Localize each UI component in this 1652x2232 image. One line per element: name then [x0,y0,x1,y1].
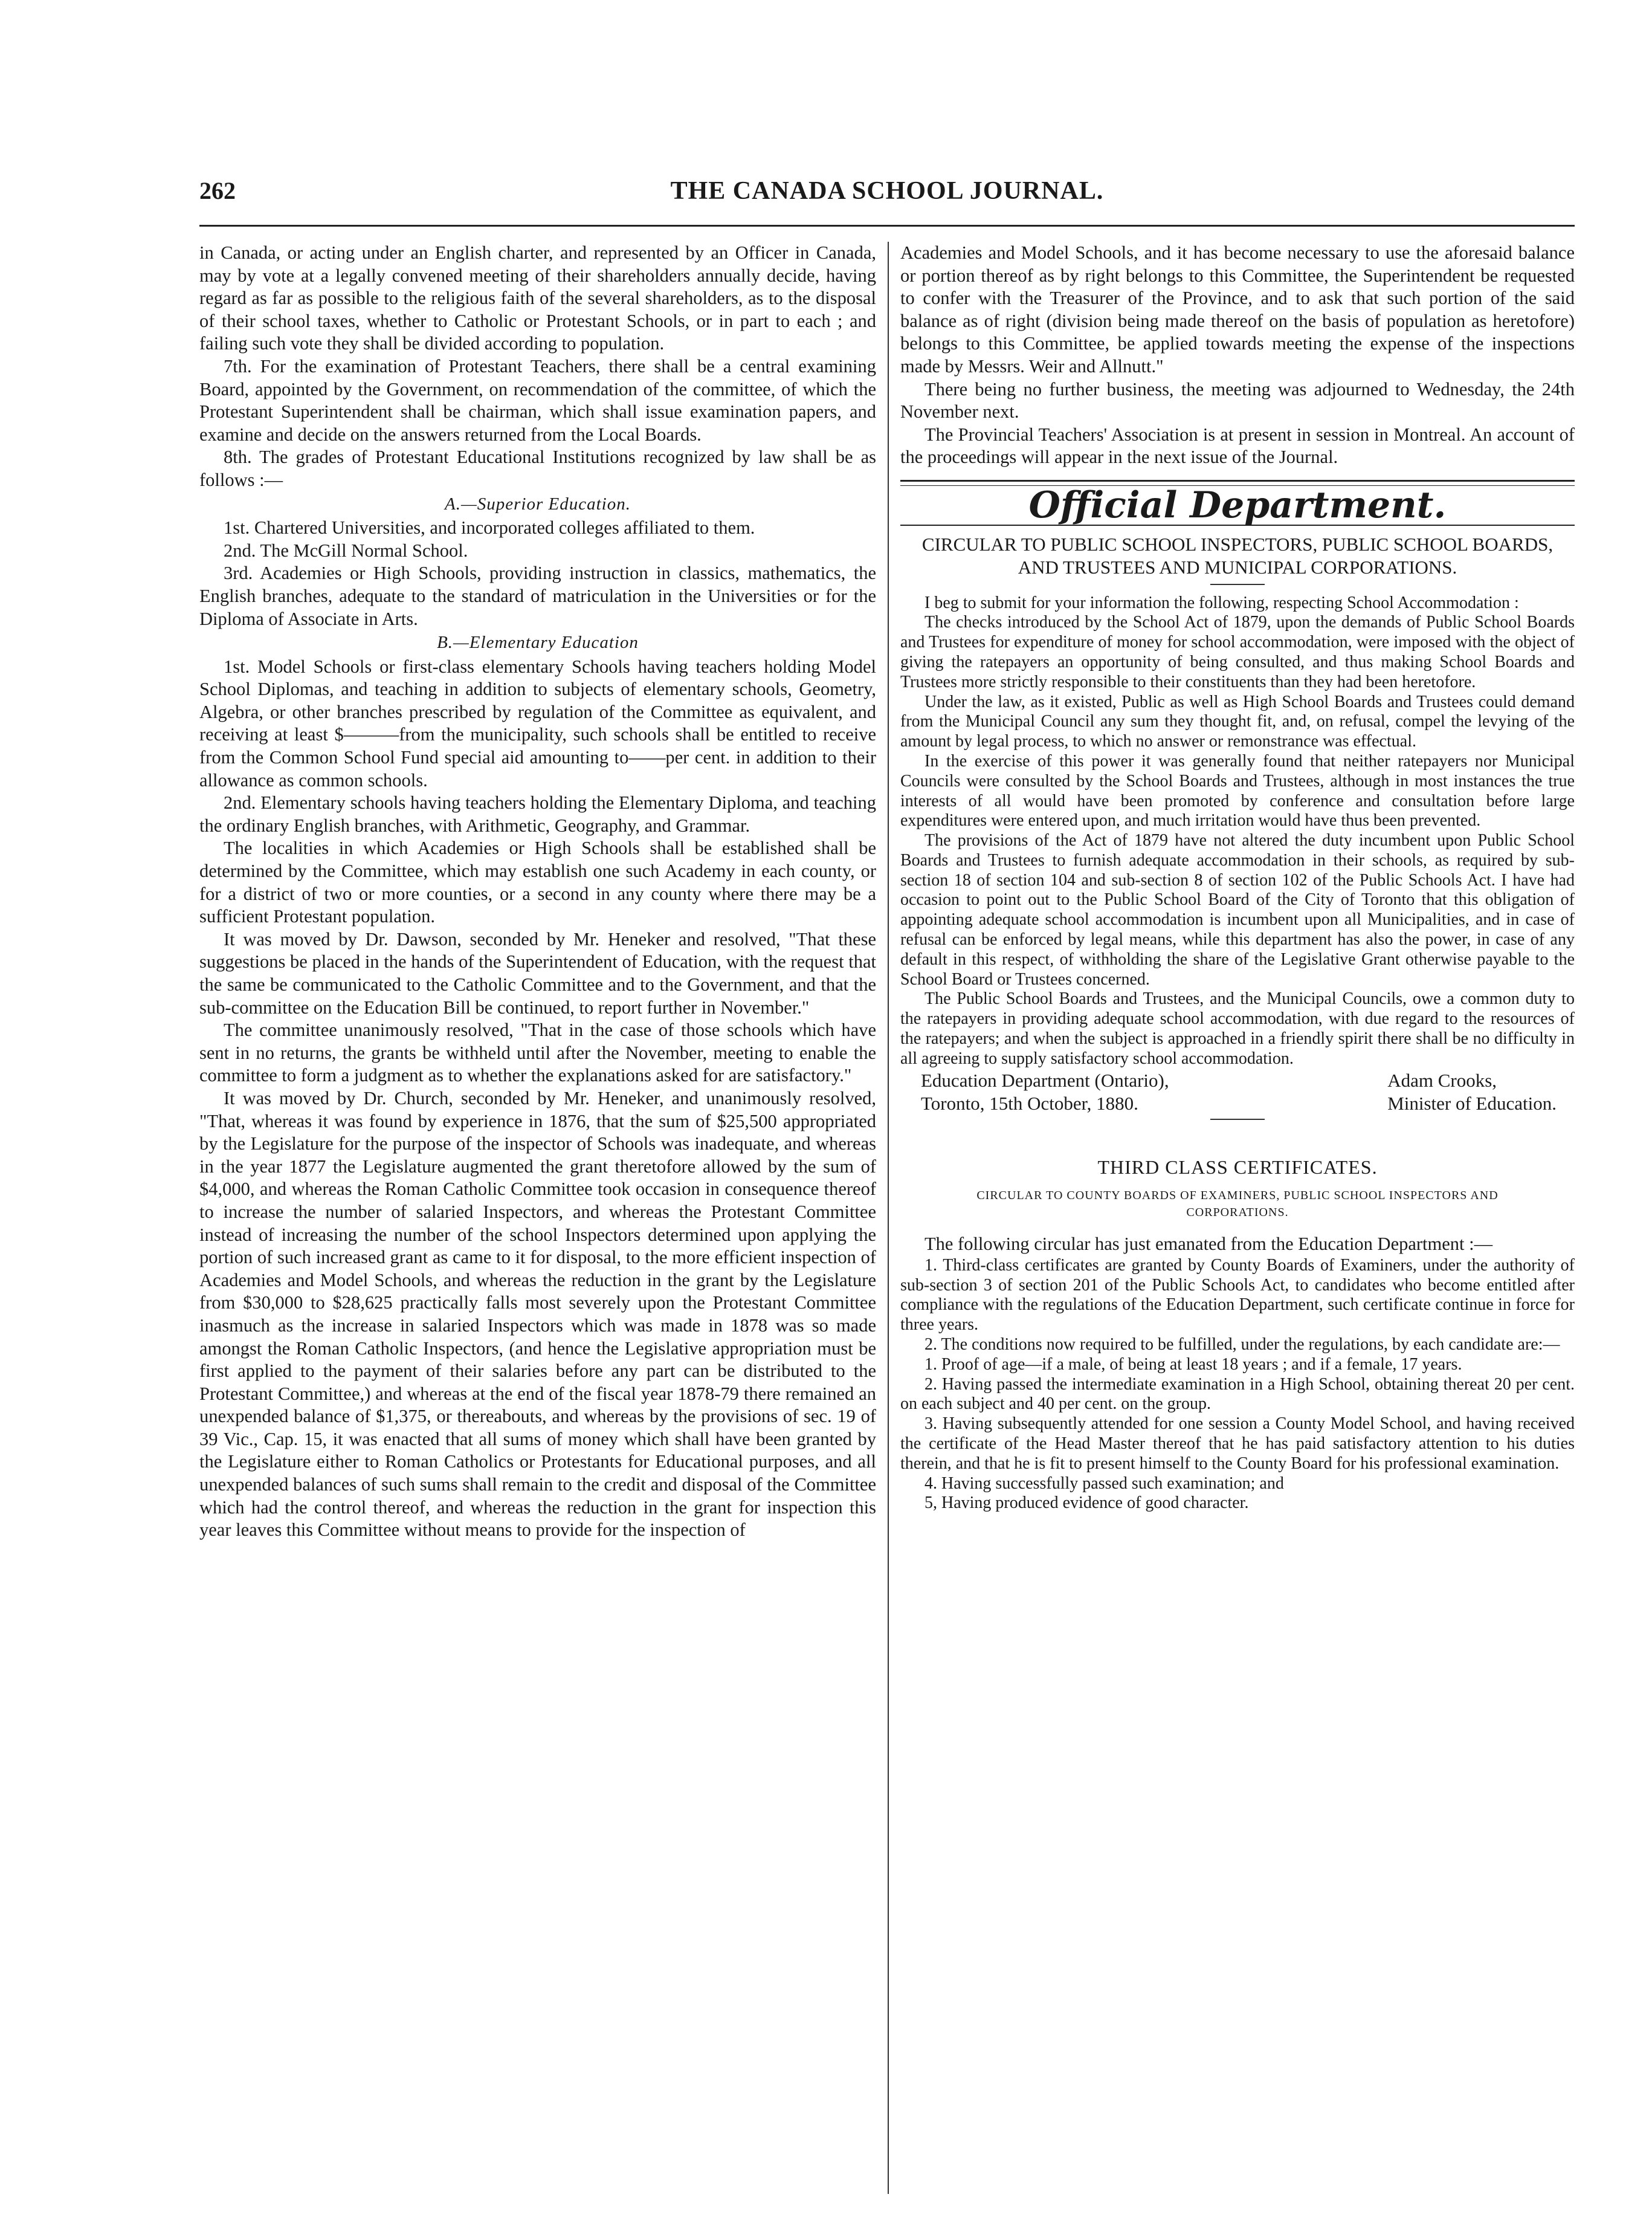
paragraph: 4. Having successfully passed such examination; and [924,1473,1284,1493]
signature-date: Toronto, 15th October, 1880. [921,1092,1138,1114]
signature-title: Minister of Education. [1387,1092,1557,1114]
section-heading-elementary: B.—Elementary Education [437,633,639,653]
paragraph: The following circular has just emanated from the Education Department :— [924,1234,1493,1255]
signature-name: Adam Crooks, [1387,1069,1497,1091]
paragraph: in Canada, or acting under an English charter, and represented by an Officer in Canada, may by vote at a legally convened meeting of their shareholders annually decide, having regard as far as possible to the religious faith of the several shareholders, as to the disposal of their school taxes, whether to Catholic or Protestant Schools, or in part to each ; and failing such vote they shall be divided according to population. [199,242,876,354]
paragraph: 7th. For the examination of Protestant Teachers, there shall be a central examining Board, appointed by the Government, on recommendation of the committee, of which the Protestant Superintendent shall be chairman, which shall issue examination papers, and examine and decide on the answers returned from the Local Boards. [199,355,876,445]
paragraph: It was moved by Dr. Church, seconded by Mr. Heneker, and unanimously resolved, "That, whereas it was found by experience in 1876, that the sum of $25,500 appropriated by the Legislature for the purpose of the inspector of Schools was inadequate, and whereas in the year 1877 the Legislature augmented the grant theretofore allowed by the sum of $4,000, and whereas the Roman Catholic Committee took occasion in consequence thereof to increase the number of salaried Inspectors, and whereas the Protestant Committee instead of increasing the number of the school Inspectors determined upon applying the portion of such increased grant as came to it for disposal, to the more efficient inspection of Academies and Model Schools, and whereas the reduction in the grant by the Legislature from $30,000 to $28,625 practically falls most severely upon the Protestant Committee inasmuch as the increase in salaried Inspectors which was made in 1878 was so made amongst the Roman Catholic Inspectors, (and hence the Legislative appropriation must be first applied to the payment of their salaries before any part can be distributed to the Protestant Committee,) and whereas at the end of the fiscal year 1878-79 there remained an unexpended balance of $1,375, or thereabouts, and whereas by the provisions of sec. 19 of 39 Vic., Cap. 15, it was enacted that all sums of money which shall have been granted by the Legislature either to Roman Catholics or Protestants for Educational purposes, and all unexpended balances of such sums shall remain to the credit and disposal of the Committee which had the control thereof, and whereas the reduction in the grant for inspection this year leaves this Committee without means to provide for the inspection of [199,1087,876,1541]
left-column [199,242,876,2194]
paragraph: Academies and Model Schools, and it has become necessary to use the aforesaid balance or portion thereof as by right belongs to this Committee, the Superintendent be requested to confer with the Treasurer of the Province, and to ask that such portion of the said balance as of right (division being made thereof on the basis of population as heretofore) belongs to this Committee, be applied towards meeting the expense of the inspections made by Messrs. Weir and Allnutt." [900,242,1575,377]
third-class-title: THIRD CLASS CERTIFICATES. [1097,1156,1378,1178]
column-rule [888,242,889,2194]
short-divider [1210,584,1265,585]
paragraph: 1st. Chartered Universities, and incorporated colleges affiliated to them. [224,517,755,539]
paragraph: 3. Having subsequently attended for one session a County Model School, and having received the certificate of the Head Master thereof that he has paid satisfactory attention to his duties therein, and that he is fit to present himself to the County Board for his professional examination. [900,1414,1575,1473]
paragraph: 2nd. Elementary schools having teachers holding the Elementary Diploma, and teaching the ordinary English branches, with Arithmetic, Geography, and Grammar. [199,792,876,836]
paragraph: There being no further business, the meeting was adjourned to Wednesday, the 24th November next. [900,378,1575,422]
paragraph: The Public School Boards and Trustees, and the Municipal Councils, owe a common duty to the ratepayers in providing adequate school accommodation, with due regard to the resources of the ratepayers; and when the subject is approached in a friendly spirit there shall be no difficulty in all agreeing to supply satisfactory school accommodation. [900,989,1575,1068]
short-divider [1210,1119,1265,1120]
paragraph: The checks introduced by the School Act of 1879, upon the demands of Public School Boards and Trustees for expenditure of money for school accommodation, were imposed with the object of giving the ratepayers an opportunity of being consulted, and thus making School Boards and Trustees more strictly responsible to their constituents than they had been heretofore. [900,613,1575,691]
third-class-body [900,1256,1575,1513]
page-header [199,176,1575,213]
paragraph: 8th. The grades of Protestant Educational Institutions recognized by law shall be as follows :— [199,447,876,490]
paragraph: 1. Third-class certificates are granted by County Boards of Examiners, under the authority of sub-section 3 of section 201 of the Public Schools Act, to candidates who become entitled after compliance with the regulations of the Education Department, such certificate continue in force for three years. [900,1255,1575,1334]
paragraph: 3rd. Academies or High Schools, providing instruction in classics, mathematics, the English branches, adequate to the standard of matriculation in the Universities or for the Diploma of Associate in Arts. [199,563,876,629]
journal-title: THE CANADA SCHOOL JOURNAL. [670,177,1104,205]
right-column [900,242,1575,2194]
signature-place: Education Department (Ontario), [921,1069,1169,1091]
paragraph: 1st. Model Schools or first-class elementary Schools having teachers holding Model School Diplomas, and teaching in addition to subjects of elementary schools, Geometry, Algebra, or other branches prescribed by regulation of the Committee as equivalent, and receiving at least $———from the municipality, such schools shall be entitled to receive from the Common School Fund special aid amounting to——per cent. in addition to their allowance as common schools. [199,656,876,791]
paragraph: 2nd. The McGill Normal School. [224,540,468,561]
paragraph: The committee unanimously resolved, "That in the case of those schools which have sent in no returns, the grants be withheld until after the November, meeting to enable the committee to form a judgment as to whether the explanations asked for are satisfactory." [199,1020,876,1086]
signature-block [900,1069,1575,1115]
paragraph: 1. Proof of age—if a male, of being at least 18 years ; and if a female, 17 years. [924,1354,1462,1374]
third-class-subtitle: CIRCULAR TO COUNTY BOARDS OF EXAMINERS, PUBLIC SCHOOL INSPECTORS AND CORPORATIONS. [976,1189,1499,1220]
paragraph: The localities in which Academies or High Schools shall be established shall be determined by the Committee, which may establish one such Academy in each county, or for a district of two or more counties, or a second in any county where there may be a sufficient Protestant population. [199,838,876,927]
section-heading-superior: A.—Superior Education. [445,494,631,514]
paragraph: 2. Having passed the intermediate examination in a High School, obtaining thereat 20 per cent. on each subject and 40 per cent. on the group. [900,1374,1575,1414]
paragraph: Under the law, as it existed, Public as well as High School Boards and Trustees could demand from the Municipal Council any sum they thought fit, and, on refusal, compel the levying of the amount by legal process, to which no answer or remonstrance was effectual. [900,692,1575,751]
paragraph: 5, Having produced evidence of good character. [924,1493,1249,1513]
paragraph: It was moved by Dr. Dawson, seconded by Mr. Heneker and resolved, "That these suggestions be placed in the hands of the Superintendent of Education, with the request that the same be communicated to the Catholic Committee and to the Government, and that the sub-committee on the Education Bill be continued, to report further in November." [199,928,876,1018]
circular-body [900,594,1575,1069]
circular-title: CIRCULAR TO PUBLIC SCHOOL INSPECTORS, PUBLIC SCHOOL BOARDS, AND TRUSTEES AND MUNICIPAL CORPORATIONS. [921,533,1554,578]
paragraph: The provisions of the Act of 1879 have not altered the duty incumbent upon Public School Boards and Trustees to furnish adequate accommodation in their schools, as required by sub-section 18 of section 104 and sub-section 8 of section 102 of the Public Schools Act. I have had occasion to point out to the Public School Board of the City of Toronto that this obligation of appointing adequate school accommodation is incumbent upon all Municipalities, and in case of refusal can be enforced by legal means, while this department has also the power, in case of any default in this respect, of withholding the share of the Legislative Grant otherwise payable to the School Board or Trustees concerned. [900,831,1575,989]
department-title: Official Department. [1028,484,1447,526]
paragraph: I beg to submit for your information the following, respecting School Accommodation : [924,593,1519,612]
paragraph: The Provincial Teachers' Association is at present in session in Montreal. An account of the proceedings will appear in the next issue of the Journal. [900,424,1575,468]
page-number: 262 [199,177,236,204]
paragraph: In the exercise of this power it was generally found that neither ratepayers nor Municipal Councils were consulted by the School Boards and Trustees, although in most instances the true interests of all would have been promoted by conference and consultation before large expenditures were entered upon, and much irritation would have thus been prevented. [900,751,1575,830]
paragraph: 2. The conditions now required to be fulfilled, under the regulations, by each candidate are:— [924,1335,1560,1354]
header-rule [199,225,1575,227]
